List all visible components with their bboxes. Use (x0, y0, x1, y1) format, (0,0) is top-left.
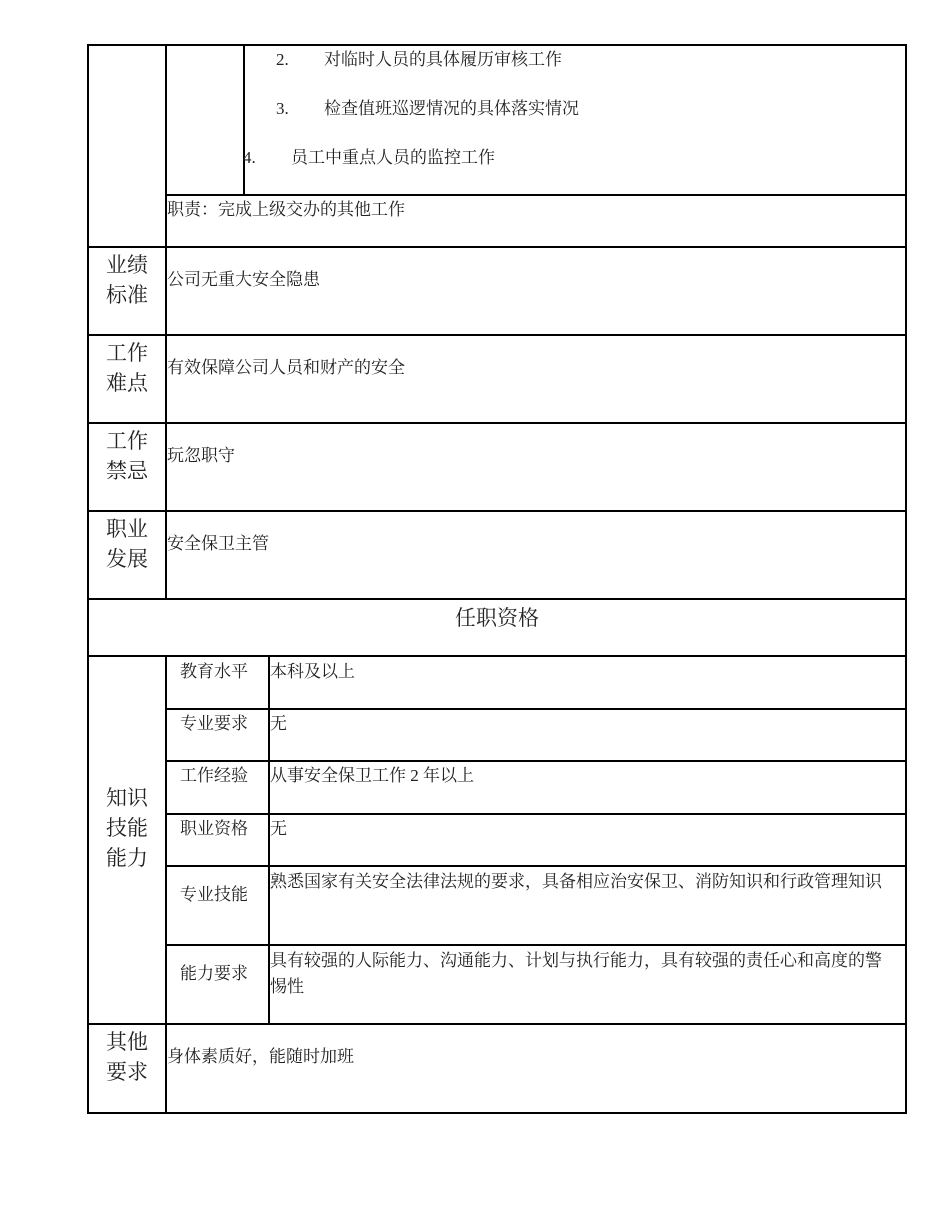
knowledge-key: 教育水平 (180, 662, 248, 681)
knowledge-key: 工作经验 (180, 766, 248, 785)
knowledge-value: 无 (270, 714, 287, 733)
duties-inner-divider-1 (243, 44, 245, 195)
qualification-title: 任职资格 (455, 606, 539, 630)
performance-label-line: 标准 (106, 283, 148, 307)
other-requirements-label (89, 1027, 165, 1087)
taboo-value: 玩忽职守 (167, 446, 235, 465)
row-divider (87, 510, 907, 512)
duty-number: 2. (276, 50, 289, 69)
knowledge-value: 熟悉国家有关安全法律法规的要求，具备相应治安保卫、消防知识和行政管理知识 (270, 872, 882, 891)
duty-other: 职责：完成上级交办的其他工作 (167, 200, 405, 219)
other-requirements-value: 身体素质好，能随时加班 (167, 1047, 354, 1066)
table-border-top (87, 44, 907, 46)
taboo-label (89, 426, 165, 486)
difficulty-label (89, 338, 165, 398)
difficulty-label-line: 工作 (106, 341, 148, 365)
career-label (89, 514, 165, 574)
knowledge-row-divider (165, 813, 907, 815)
career-value: 安全保卫主管 (167, 534, 269, 553)
knowledge-key: 能力要求 (180, 964, 248, 983)
knowledge-key: 职业资格 (180, 819, 248, 838)
difficulty-label-line: 难点 (106, 371, 148, 395)
table-border-left (87, 44, 89, 1114)
duty-text: 员工中重点人员的监控工作 (291, 148, 495, 167)
knowledge-row-divider (165, 944, 907, 946)
performance-label-line: 业绩 (106, 253, 148, 277)
duty-number: 3. (276, 99, 289, 118)
label-column-divider (165, 44, 167, 600)
knowledge-row-divider (165, 708, 907, 710)
other-requirements-label-line: 要求 (106, 1060, 148, 1084)
knowledge-label-line: 技能 (106, 816, 148, 840)
duty-number: 4. (243, 148, 256, 167)
row-divider (87, 598, 907, 600)
knowledge-key: 专业要求 (180, 714, 248, 733)
knowledge-value: 具有较强的人际能力、沟通能力、计划与执行能力，具有较强的责任心和高度的警惕性 (270, 951, 882, 996)
career-label-line: 发展 (106, 547, 148, 571)
knowledge-row-divider (165, 865, 907, 867)
performance-value: 公司无重大安全隐患 (167, 270, 320, 289)
difficulty-value: 有效保障公司人员和财产的安全 (167, 358, 405, 377)
row-divider (87, 655, 907, 657)
knowledge-value: 本科及以上 (270, 662, 355, 681)
table-border-bottom (87, 1112, 907, 1114)
row-divider (87, 422, 907, 424)
table-border-right (905, 44, 907, 1114)
knowledge-label-line: 能力 (106, 846, 148, 870)
career-label-line: 职业 (106, 517, 148, 541)
row-divider (87, 246, 907, 248)
taboo-label-line: 工作 (106, 429, 148, 453)
performance-label (89, 250, 165, 310)
other-requirements-label-line: 其他 (106, 1030, 148, 1054)
knowledge-row-divider (165, 760, 907, 762)
duty-text: 对临时人员的具体履历审核工作 (324, 50, 562, 69)
duty-text: 检查值班巡逻情况的具体落实情况 (324, 99, 579, 118)
knowledge-label-line: 知识 (106, 786, 148, 810)
knowledge-key: 专业技能 (180, 885, 248, 904)
row-divider (87, 1023, 907, 1025)
knowledge-label (89, 783, 165, 873)
taboo-label-line: 禁忌 (106, 459, 148, 483)
knowledge-value: 无 (270, 819, 287, 838)
duties-bottom-divider (165, 194, 907, 196)
knowledge-value: 从事安全保卫工作 2 年以上 (270, 766, 474, 785)
row-divider (87, 334, 907, 336)
